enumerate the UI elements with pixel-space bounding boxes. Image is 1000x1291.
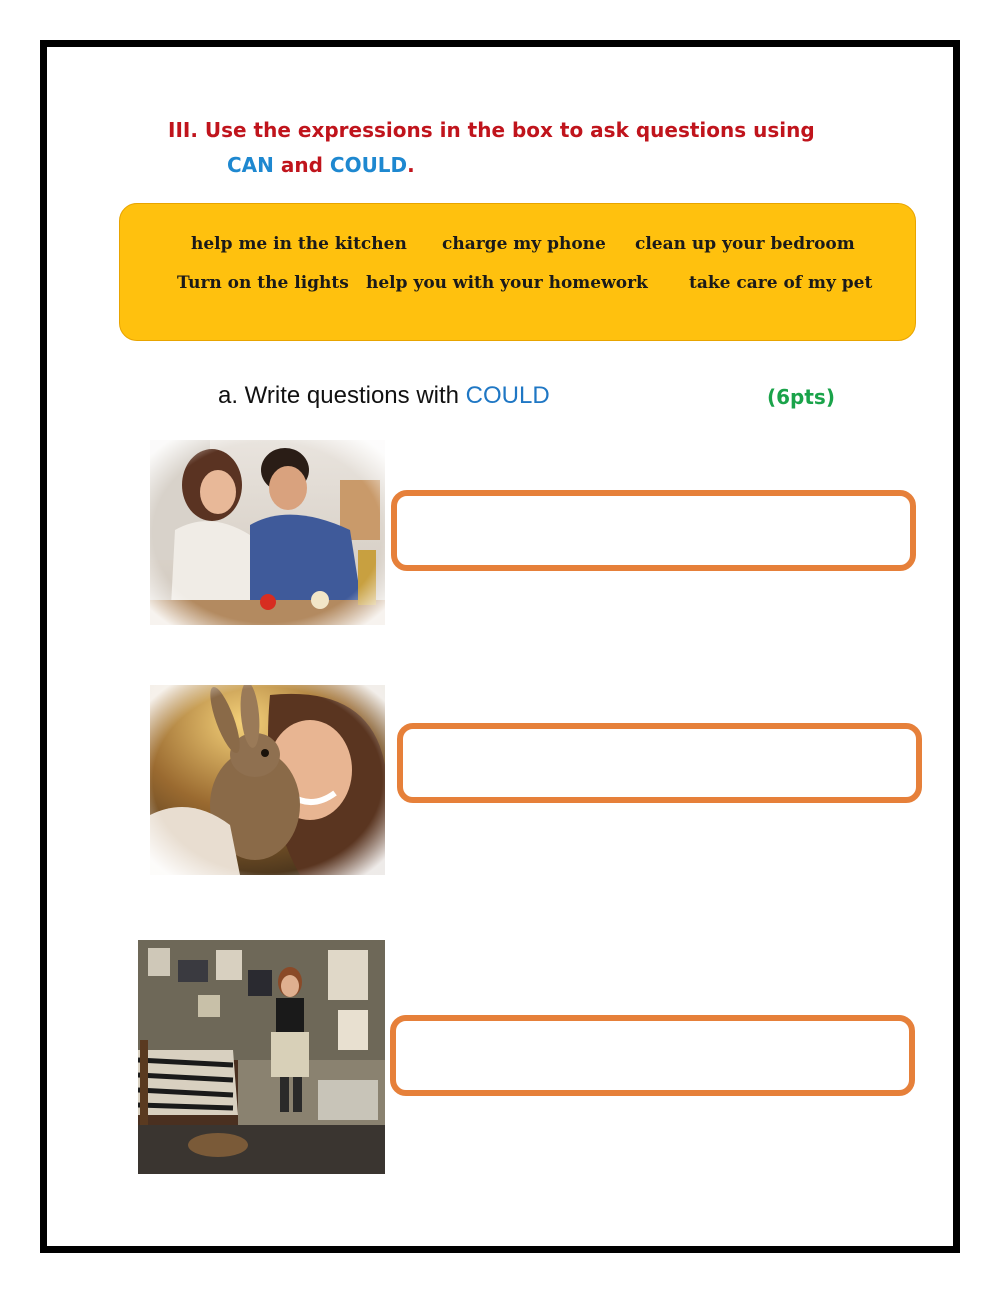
- answer-box-3[interactable]: [390, 1015, 915, 1096]
- messy-bedroom-photo: [138, 940, 385, 1174]
- answer-box-1[interactable]: [391, 490, 916, 571]
- points-label: (6pts): [767, 385, 835, 409]
- girl-with-rabbit-photo: [150, 685, 385, 875]
- expression-item: help me in the kitchen: [191, 234, 407, 254]
- answer-input-3[interactable]: [396, 1021, 909, 1090]
- section-a-heading: a. Write questions with COULD: [218, 382, 550, 409]
- answer-input-1[interactable]: [397, 496, 910, 565]
- answer-box-2[interactable]: [397, 723, 922, 803]
- expression-item: clean up your bedroom: [635, 234, 855, 254]
- expression-item: charge my phone: [442, 234, 606, 254]
- expression-item: take care of my pet: [689, 273, 873, 293]
- could-word: COULD: [329, 153, 408, 177]
- expression-item: help you with your homework: [366, 273, 648, 293]
- expressions-box: [119, 203, 916, 341]
- answer-input-2[interactable]: [403, 729, 916, 797]
- can-word: CAN: [227, 153, 274, 177]
- couple-cooking-photo: [150, 440, 385, 625]
- instruction-line-2: CAN and COULD.: [227, 153, 415, 177]
- expression-item: Turn on the lights: [177, 273, 349, 293]
- instruction-line-1: III. Use the expressions in the box to ask questions using: [168, 118, 815, 142]
